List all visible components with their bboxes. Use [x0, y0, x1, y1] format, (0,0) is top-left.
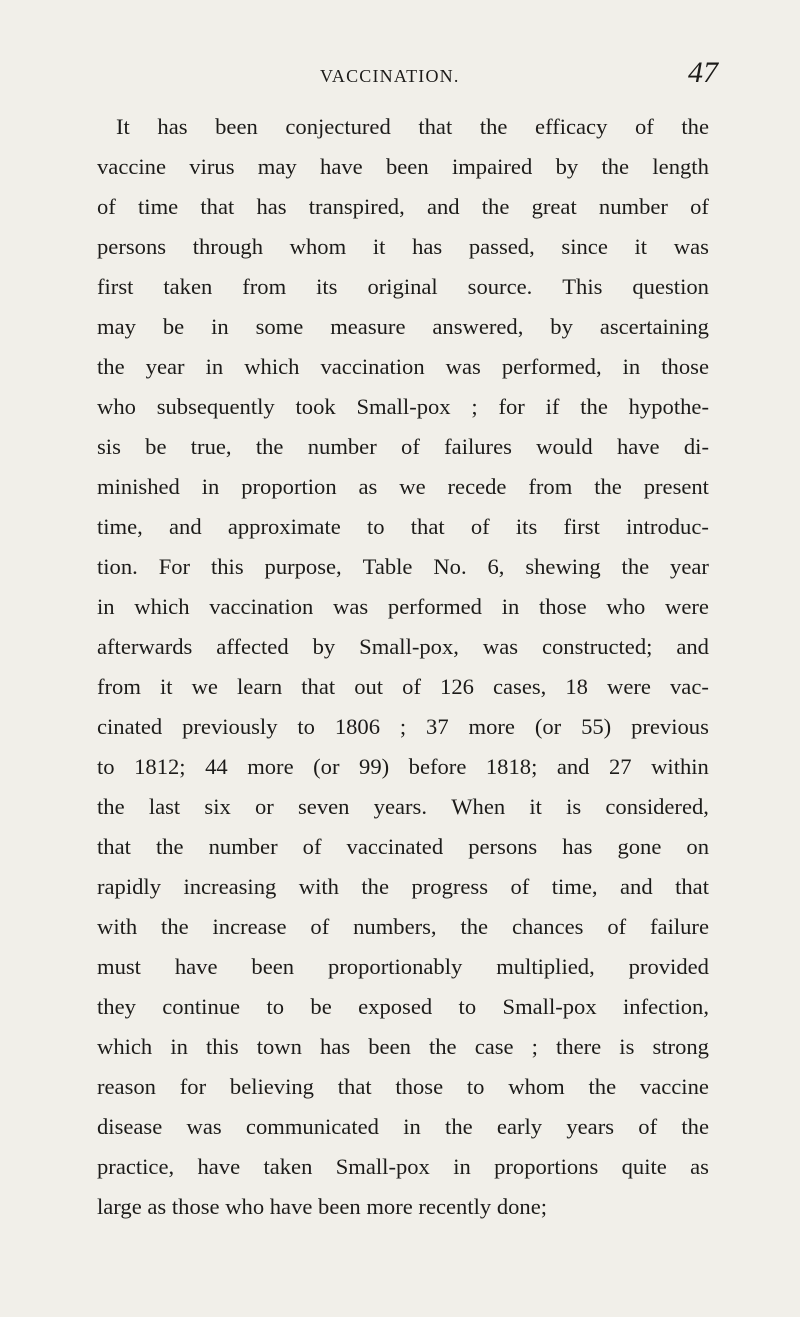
word: as: [358, 474, 378, 499]
body-paragraph: [97, 107, 709, 1227]
word: by: [550, 314, 573, 339]
word: vaccine: [639, 1074, 709, 1099]
word: 1818;: [485, 754, 538, 779]
word: of: [607, 914, 627, 939]
word: provided: [628, 954, 709, 979]
text-line: [97, 627, 709, 667]
word: considered,: [605, 794, 709, 819]
text-line: [97, 467, 709, 507]
word: the: [428, 1034, 457, 1059]
word: out: [354, 674, 384, 699]
word: conjectured: [285, 114, 391, 139]
word: been: [368, 1034, 411, 1059]
word: in: [211, 314, 229, 339]
word: those: [661, 354, 709, 379]
word: first: [563, 514, 600, 539]
word: may: [97, 314, 136, 339]
word: transpired,: [308, 194, 405, 219]
word: proportion: [241, 474, 337, 499]
word: if: [545, 394, 560, 419]
word: progress: [411, 874, 489, 899]
word: ascertaining: [599, 314, 709, 339]
text-line: [97, 787, 709, 827]
word: more: [247, 754, 294, 779]
word: been: [251, 954, 295, 979]
word: time,: [97, 514, 143, 539]
word: by: [555, 154, 579, 179]
word: reason: [97, 1074, 156, 1099]
word: taken: [263, 1154, 313, 1179]
word: di-: [683, 434, 709, 459]
word: to: [97, 754, 115, 779]
word: from: [97, 674, 141, 699]
word: the: [460, 914, 489, 939]
word: whom: [508, 1074, 565, 1099]
word: on: [686, 834, 709, 859]
word: is: [566, 794, 582, 819]
word: number: [208, 834, 278, 859]
word: they: [97, 994, 136, 1019]
word: in: [403, 1114, 421, 1139]
word: of: [690, 194, 709, 219]
word: time: [138, 194, 179, 219]
word: afterwards: [97, 634, 193, 659]
word: sis: [97, 434, 121, 459]
word: ;: [399, 714, 407, 739]
word: shewing: [525, 554, 601, 579]
word: increasing: [183, 874, 277, 899]
word: failures: [444, 434, 512, 459]
word: the: [445, 1114, 473, 1139]
word: previously: [182, 714, 278, 739]
word: as: [690, 1154, 709, 1179]
word: number: [598, 194, 668, 219]
word: taken: [163, 274, 213, 299]
word: to: [366, 514, 385, 539]
text-line: [97, 867, 709, 907]
word: For: [158, 554, 191, 579]
word: of: [302, 834, 322, 859]
word: source.: [467, 274, 533, 299]
word: and: [426, 194, 460, 219]
word: vaccination: [320, 354, 425, 379]
text-line: [97, 107, 709, 147]
word: great: [531, 194, 577, 219]
word: of: [510, 874, 530, 899]
word: Small-pox: [356, 394, 451, 419]
text-line: [97, 1027, 709, 1067]
word: numbers,: [353, 914, 437, 939]
word: the: [155, 834, 184, 859]
word: for: [179, 1074, 207, 1099]
word: 99): [359, 754, 390, 779]
word: time,: [551, 874, 598, 899]
word: to: [297, 714, 315, 739]
word: some: [255, 314, 304, 339]
line-text: large as those who have been more recently done;: [97, 1194, 548, 1219]
word: to: [458, 994, 477, 1019]
word: affected: [216, 634, 289, 659]
word: year: [670, 554, 709, 579]
word: 55): [581, 714, 612, 739]
text-line: [97, 907, 709, 947]
word: have: [320, 154, 363, 179]
word: were: [607, 674, 651, 699]
word: that: [410, 514, 445, 539]
word: the: [97, 794, 125, 819]
word: of: [97, 194, 116, 219]
word: constructed;: [541, 634, 653, 659]
word: rapidly: [97, 874, 161, 899]
word: of: [401, 434, 420, 459]
text-line: [97, 587, 709, 627]
word: increase: [212, 914, 287, 939]
word: (or: [313, 754, 340, 779]
word: 27: [609, 754, 632, 779]
word: measure: [330, 314, 406, 339]
word: to: [466, 1074, 485, 1099]
word: gone: [617, 834, 662, 859]
word: the: [255, 434, 284, 459]
word: have: [174, 954, 218, 979]
word: vaccination: [209, 594, 314, 619]
word: number: [307, 434, 377, 459]
word: present: [643, 474, 709, 499]
word: efficacy: [535, 114, 608, 139]
word: strong: [652, 1034, 709, 1059]
word: to: [266, 994, 285, 1019]
word: It: [116, 114, 130, 139]
word: No.: [433, 554, 467, 579]
word: or: [254, 794, 274, 819]
word: its: [515, 514, 538, 539]
word: six: [204, 794, 231, 819]
word: this: [210, 554, 244, 579]
text-line: [97, 227, 709, 267]
word: persons: [97, 234, 167, 259]
word: that: [675, 874, 709, 899]
word: be: [162, 314, 185, 339]
text-line: [97, 267, 709, 307]
word: from: [242, 274, 287, 299]
word: of: [634, 114, 654, 139]
word: performed: [387, 594, 482, 619]
text-line: [97, 147, 709, 187]
word: length: [652, 154, 709, 179]
word: and: [169, 514, 202, 539]
word: chances: [511, 914, 584, 939]
word: 1806: [334, 714, 381, 739]
word: 44: [205, 754, 228, 779]
word: who: [97, 394, 136, 419]
word: of: [470, 514, 490, 539]
word: is: [619, 1034, 635, 1059]
word: those: [538, 594, 587, 619]
word: its: [316, 274, 338, 299]
word: with: [97, 914, 138, 939]
word: it: [372, 234, 386, 259]
word: disease: [97, 1114, 163, 1139]
text-line: [97, 1187, 709, 1227]
word: the: [621, 554, 650, 579]
word: answered,: [432, 314, 524, 339]
word: 18: [565, 674, 588, 699]
word: was: [333, 594, 369, 619]
word: ;: [531, 1034, 538, 1059]
word: cinated: [97, 714, 163, 739]
word: been: [215, 114, 258, 139]
word: Small-pox: [335, 1154, 430, 1179]
text-line: [97, 1147, 709, 1187]
word: vaccine: [97, 154, 166, 179]
word: in: [622, 354, 641, 379]
word: hypothe-: [628, 394, 709, 419]
word: which: [134, 594, 190, 619]
word: the: [481, 194, 510, 219]
word: this: [205, 1034, 239, 1059]
word: previous: [631, 714, 709, 739]
word: practice,: [97, 1154, 175, 1179]
text-line: [97, 667, 709, 707]
text-line: [97, 307, 709, 347]
word: multiplied,: [496, 954, 595, 979]
word: be: [310, 994, 332, 1019]
word: in: [453, 1154, 471, 1179]
word: in: [97, 594, 115, 619]
word: quite: [621, 1154, 667, 1179]
word: persons: [468, 834, 538, 859]
word: has: [256, 194, 287, 219]
word: more: [468, 714, 515, 739]
text-line: [97, 747, 709, 787]
text-line: [97, 987, 709, 1027]
text-line: [97, 547, 709, 587]
word: original: [367, 274, 438, 299]
word: impaired: [451, 154, 533, 179]
word: those: [395, 1074, 444, 1099]
word: of: [402, 674, 421, 699]
word: town: [256, 1034, 302, 1059]
word: passed,: [468, 234, 535, 259]
word: continue: [162, 994, 241, 1019]
word: have: [616, 434, 660, 459]
word: of: [310, 914, 330, 939]
word: vac-: [670, 674, 709, 699]
word: Small-pox: [502, 994, 597, 1019]
word: been: [385, 154, 429, 179]
word: has: [562, 834, 593, 859]
word: has: [320, 1034, 351, 1059]
word: from: [528, 474, 573, 499]
word: the: [479, 114, 508, 139]
text-line: [97, 387, 709, 427]
word: must: [97, 954, 141, 979]
word: virus: [189, 154, 235, 179]
word: subsequently: [156, 394, 275, 419]
word: the: [601, 154, 630, 179]
word: which: [244, 354, 300, 379]
word: which: [97, 1034, 153, 1059]
word: 6,: [487, 554, 505, 579]
text-line: [97, 187, 709, 227]
word: years.: [373, 794, 427, 819]
text-line: [97, 947, 709, 987]
word: year: [145, 354, 185, 379]
word: Small-pox,: [359, 634, 459, 659]
word: and: [620, 874, 653, 899]
word: proportionably: [327, 954, 463, 979]
word: vaccinated: [346, 834, 444, 859]
word: with: [298, 874, 339, 899]
word: that: [200, 194, 235, 219]
word: minished: [97, 474, 180, 499]
word: whom: [289, 234, 347, 259]
word: since: [561, 234, 608, 259]
word: tion.: [97, 554, 138, 579]
text-line: [97, 507, 709, 547]
word: the: [681, 114, 709, 139]
word: early: [496, 1114, 543, 1139]
word: may: [257, 154, 297, 179]
word: the: [588, 1074, 617, 1099]
word: it: [529, 794, 542, 819]
text-line: [97, 1107, 709, 1147]
word: was: [445, 354, 481, 379]
word: 37: [426, 714, 449, 739]
word: performed,: [501, 354, 602, 379]
page-number: 47: [688, 56, 718, 89]
word: last: [148, 794, 181, 819]
word: first: [97, 274, 134, 299]
word: the: [594, 474, 622, 499]
word: was: [482, 634, 519, 659]
text-line: [97, 707, 709, 747]
text-line: [97, 427, 709, 467]
word: 1812;: [134, 754, 186, 779]
word: has: [157, 114, 188, 139]
word: ;: [471, 394, 478, 419]
word: proportions: [494, 1154, 599, 1179]
word: recede: [447, 474, 507, 499]
word: within: [651, 754, 709, 779]
word: took: [295, 394, 336, 419]
word: that: [337, 1074, 372, 1099]
word: and: [676, 634, 709, 659]
word: purpose,: [264, 554, 342, 579]
word: This: [562, 274, 603, 299]
word: the: [361, 874, 389, 899]
word: seven: [298, 794, 350, 819]
word: in: [205, 354, 224, 379]
word: introduc-: [626, 514, 709, 539]
text-line: [97, 347, 709, 387]
word: be: [145, 434, 167, 459]
word: has: [412, 234, 443, 259]
word: that: [301, 674, 336, 699]
word: through: [192, 234, 263, 259]
text-line: [97, 1067, 709, 1107]
word: who: [606, 594, 646, 619]
word: When: [451, 794, 506, 819]
word: the: [580, 394, 608, 419]
word: the: [97, 354, 125, 379]
word: infection,: [623, 994, 709, 1019]
word: were: [665, 594, 709, 619]
word: true,: [190, 434, 232, 459]
word: would: [536, 434, 593, 459]
word: was: [673, 234, 709, 259]
word: in: [501, 594, 520, 619]
word: the: [681, 1114, 709, 1139]
word: (or: [534, 714, 562, 739]
word: that: [97, 834, 131, 859]
running-head: [0, 52, 800, 92]
word: exposed: [358, 994, 433, 1019]
word: it: [634, 234, 648, 259]
running-title: VACCINATION.: [320, 66, 460, 86]
word: of: [638, 1114, 658, 1139]
word: it: [159, 674, 173, 699]
word: failure: [650, 914, 709, 939]
word: case: [474, 1034, 514, 1059]
word: in: [170, 1034, 188, 1059]
word: we: [191, 674, 218, 699]
word: the: [161, 914, 189, 939]
word: by: [312, 634, 336, 659]
word: Table: [362, 554, 413, 579]
word: and: [556, 754, 590, 779]
word: have: [197, 1154, 241, 1179]
word: communicated: [245, 1114, 379, 1139]
word: question: [632, 274, 709, 299]
word: there: [556, 1034, 602, 1059]
word: for: [498, 394, 525, 419]
word: learn: [237, 674, 283, 699]
word: cases,: [492, 674, 547, 699]
word: years: [566, 1114, 615, 1139]
text-line: [97, 827, 709, 867]
word: was: [186, 1114, 222, 1139]
word: approximate: [227, 514, 341, 539]
word: 126: [440, 674, 474, 699]
word: before: [408, 754, 467, 779]
word: we: [399, 474, 426, 499]
word: that: [418, 114, 453, 139]
word: believing: [229, 1074, 314, 1099]
word: in: [201, 474, 220, 499]
